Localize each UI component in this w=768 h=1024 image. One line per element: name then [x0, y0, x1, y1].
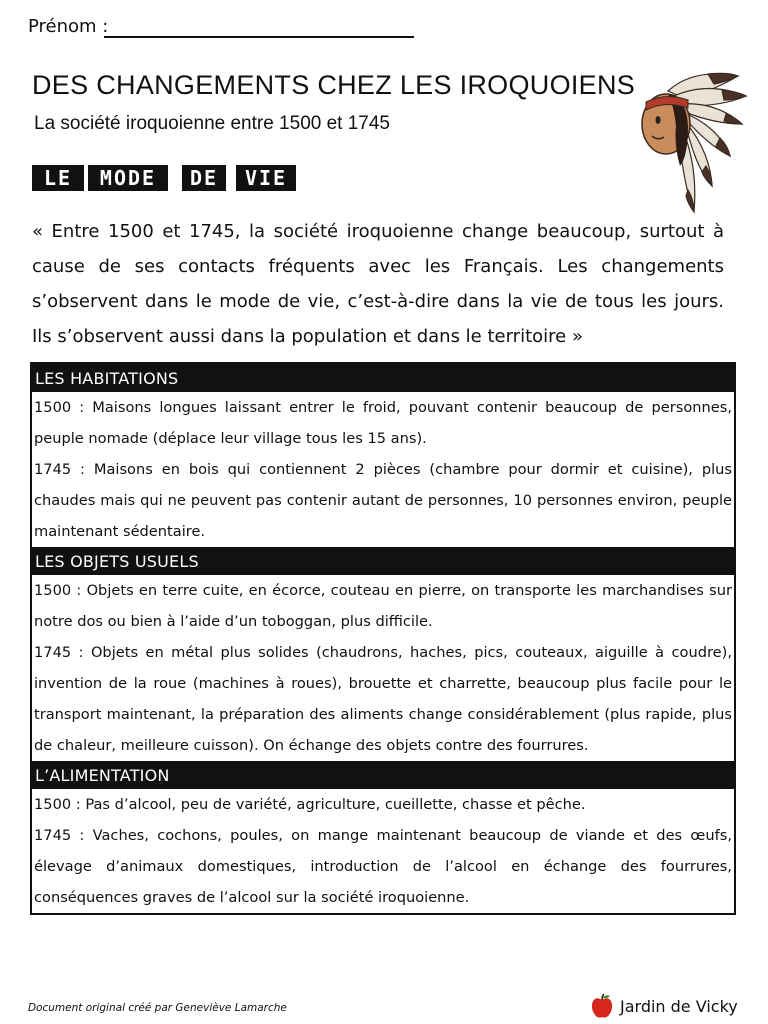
- table-row-1745: 1745 : Objets en métal plus solides (chaudrons, haches, pics, couteaux, aiguille à coudre), invention de la roue (machines à roues), brouette et charrette, beaucoup plus facile pour le transport maintenant, la préparation des aliments change considérablement (plus rapide, plus de chaleur, meilleure cuisson). On échange des objets contre des fourrures.: [34, 644, 732, 754]
- page-subtitle: La société iroquoienne entre 1500 et 1745: [34, 113, 390, 134]
- section-heading-word: DE: [182, 165, 226, 191]
- intro-quote: « Entre 1500 et 1745, la société iroquoienne change beaucoup, surtout à cause de ses contacts fréquents avec les Français. Les changements s’observent dans le mode de vie, c’est-à-dire dans la vie de tous les jours. Ils s’observent aussi dans la population et dans le territoire »: [32, 221, 724, 347]
- page-title: DES CHANGEMENTS CHEZ LES IROQUOIENS: [32, 70, 636, 100]
- table-section-objets-usuels: [32, 547, 734, 761]
- prenom-field-line[interactable]: [104, 36, 414, 38]
- section-heading-word: VIE: [236, 165, 296, 191]
- table-section-heading: LES OBJETS USUELS: [32, 547, 734, 575]
- table-section-alimentation: [32, 761, 734, 913]
- footer-credit: Document original créé par Geneviève Lamarche: [28, 1002, 287, 1014]
- table-section-habitations: [32, 364, 734, 547]
- table-row-1745: 1745 : Vaches, cochons, poules, on mange maintenant beaucoup de viande et des œufs, élevage d’animaux domestiques, introduction de l’alcool en échange des fourrures, conséquences graves de l’alcool sur la société iroquoienne.: [34, 827, 732, 906]
- table-row-1500: 1500 : Maisons longues laissant entrer le froid, pouvant contenir beaucoup de personnes, peuple nomade (déplace leur village tous les 15 ans).: [34, 399, 732, 447]
- apple-icon: [590, 992, 614, 1020]
- section-heading-word: MODE: [88, 165, 168, 191]
- table-section-heading: L’ALIMENTATION: [32, 761, 734, 789]
- footer-brand: [590, 990, 738, 1022]
- table-section-heading: LES HABITATIONS: [32, 364, 734, 392]
- table-row-1745: 1745 : Maisons en bois qui contiennent 2 pièces (chambre pour dormir et cuisine), plus chaudes mais qui ne peuvent pas contenir autant de personnes, 10 personnes environ, peuple maintenant sédentaire.: [34, 461, 732, 540]
- table-row-1500: 1500 : Objets en terre cuite, en écorce, couteau en pierre, on transporte les marchandises sur notre dos ou bien à l’aide d’un toboggan, plus difficile.: [34, 582, 732, 630]
- iroquois-chief-illustration-icon: [638, 66, 748, 216]
- section-heading-word: LE: [32, 165, 84, 191]
- table-row-1500: 1500 : Pas d’alcool, peu de variété, agriculture, cueillette, chasse et pêche.: [34, 796, 586, 813]
- changes-table: [30, 362, 736, 915]
- brand-name: Jardin de Vicky: [620, 996, 738, 1016]
- prenom-label: Prénom :: [28, 16, 109, 37]
